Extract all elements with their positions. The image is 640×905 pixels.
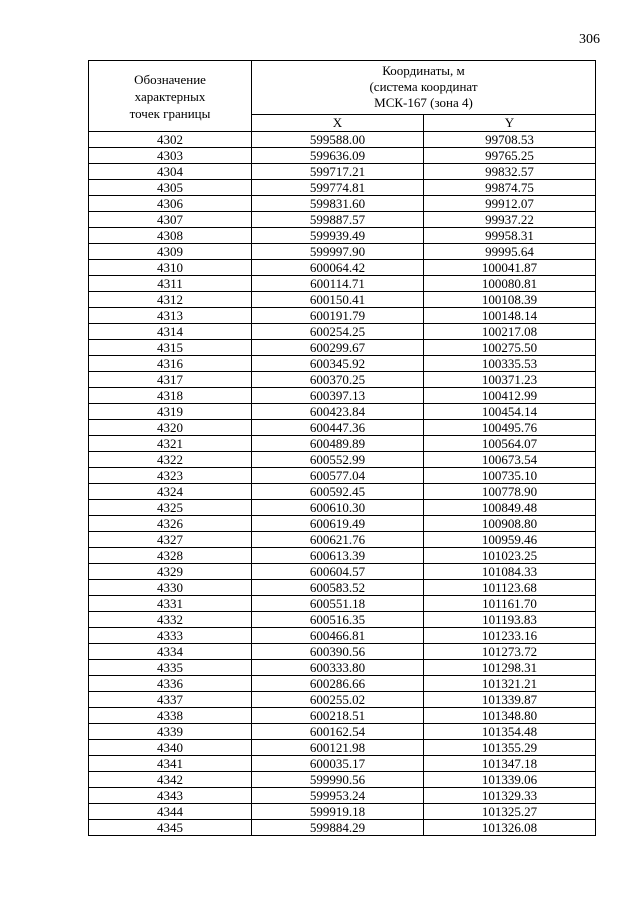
table-header-row xyxy=(89,61,596,115)
x-coordinate-cell: 600121.98 xyxy=(252,740,424,756)
table-row xyxy=(89,228,596,244)
y-coordinate-cell: 99874.75 xyxy=(424,180,596,196)
y-coordinate-cell: 99937.22 xyxy=(424,212,596,228)
point-id-cell: 4340 xyxy=(89,740,252,756)
header-x: X xyxy=(252,114,424,131)
y-coordinate-cell: 100412.99 xyxy=(424,388,596,404)
y-coordinate-cell: 99958.31 xyxy=(424,228,596,244)
x-coordinate-cell: 600604.57 xyxy=(252,564,424,580)
x-coordinate-cell: 600397.13 xyxy=(252,388,424,404)
y-coordinate-cell: 100217.08 xyxy=(424,324,596,340)
point-id-cell: 4342 xyxy=(89,772,252,788)
x-coordinate-cell: 600345.92 xyxy=(252,356,424,372)
x-coordinate-cell: 600583.52 xyxy=(252,580,424,596)
header-coordinates-line: (система координат xyxy=(369,79,478,95)
point-id-cell: 4308 xyxy=(89,228,252,244)
point-id-cell: 4314 xyxy=(89,324,252,340)
x-coordinate-cell: 600551.18 xyxy=(252,596,424,612)
table-row xyxy=(89,692,596,708)
header-coordinates-line: Координаты, м xyxy=(382,63,465,79)
y-coordinate-cell: 100959.46 xyxy=(424,532,596,548)
x-coordinate-cell: 600516.35 xyxy=(252,612,424,628)
header-y: Y xyxy=(424,114,596,131)
point-id-cell: 4307 xyxy=(89,212,252,228)
table-row xyxy=(89,564,596,580)
x-coordinate-cell: 600299.67 xyxy=(252,340,424,356)
table-row xyxy=(89,148,596,164)
point-id-cell: 4318 xyxy=(89,388,252,404)
x-coordinate-cell: 599939.49 xyxy=(252,228,424,244)
table-row xyxy=(89,596,596,612)
table-row xyxy=(89,756,596,772)
x-coordinate-cell: 600254.25 xyxy=(252,324,424,340)
table-row xyxy=(89,500,596,516)
table-row xyxy=(89,244,596,260)
x-coordinate-cell: 599636.09 xyxy=(252,148,424,164)
y-coordinate-cell: 101123.68 xyxy=(424,580,596,596)
table-row xyxy=(89,164,596,180)
y-coordinate-cell: 101084.33 xyxy=(424,564,596,580)
y-coordinate-cell: 100371.23 xyxy=(424,372,596,388)
y-coordinate-cell: 101329.33 xyxy=(424,788,596,804)
point-id-cell: 4311 xyxy=(89,276,252,292)
table-row xyxy=(89,628,596,644)
point-id-cell: 4309 xyxy=(89,244,252,260)
x-coordinate-cell: 599717.21 xyxy=(252,164,424,180)
y-coordinate-cell: 100495.76 xyxy=(424,420,596,436)
x-coordinate-cell: 600592.45 xyxy=(252,484,424,500)
x-coordinate-cell: 599887.57 xyxy=(252,212,424,228)
y-coordinate-cell: 100108.39 xyxy=(424,292,596,308)
point-id-cell: 4336 xyxy=(89,676,252,692)
point-id-cell: 4332 xyxy=(89,612,252,628)
y-coordinate-cell: 101325.27 xyxy=(424,804,596,820)
table-row xyxy=(89,724,596,740)
point-id-cell: 4333 xyxy=(89,628,252,644)
table-row xyxy=(89,388,596,404)
table-row xyxy=(89,612,596,628)
table-row xyxy=(89,420,596,436)
y-coordinate-cell: 100148.14 xyxy=(424,308,596,324)
table-row xyxy=(89,260,596,276)
table-row xyxy=(89,196,596,212)
y-coordinate-cell: 101355.29 xyxy=(424,740,596,756)
x-coordinate-cell: 600447.36 xyxy=(252,420,424,436)
table-row xyxy=(89,452,596,468)
x-coordinate-cell: 600162.54 xyxy=(252,724,424,740)
point-id-cell: 4323 xyxy=(89,468,252,484)
y-coordinate-cell: 101354.48 xyxy=(424,724,596,740)
table-row xyxy=(89,788,596,804)
table-row xyxy=(89,740,596,756)
point-id-cell: 4316 xyxy=(89,356,252,372)
x-coordinate-cell: 600621.76 xyxy=(252,532,424,548)
table-body xyxy=(89,132,596,836)
table-row xyxy=(89,484,596,500)
x-coordinate-cell: 600333.80 xyxy=(252,660,424,676)
table-row xyxy=(89,532,596,548)
table-row xyxy=(89,180,596,196)
x-coordinate-cell: 600286.66 xyxy=(252,676,424,692)
x-coordinate-cell: 600255.02 xyxy=(252,692,424,708)
point-id-cell: 4328 xyxy=(89,548,252,564)
point-id-cell: 4345 xyxy=(89,820,252,836)
table-row xyxy=(89,356,596,372)
x-coordinate-cell: 600218.51 xyxy=(252,708,424,724)
y-coordinate-cell: 101298.31 xyxy=(424,660,596,676)
y-coordinate-cell: 99912.07 xyxy=(424,196,596,212)
point-id-cell: 4313 xyxy=(89,308,252,324)
table-row xyxy=(89,308,596,324)
x-coordinate-cell: 599990.56 xyxy=(252,772,424,788)
table-row xyxy=(89,404,596,420)
y-coordinate-cell: 100849.48 xyxy=(424,500,596,516)
point-id-cell: 4329 xyxy=(89,564,252,580)
y-coordinate-cell: 100735.10 xyxy=(424,468,596,484)
point-id-cell: 4344 xyxy=(89,804,252,820)
table-row xyxy=(89,644,596,660)
table-row xyxy=(89,340,596,356)
point-id-cell: 4325 xyxy=(89,500,252,516)
y-coordinate-cell: 99765.25 xyxy=(424,148,596,164)
y-coordinate-cell: 101339.87 xyxy=(424,692,596,708)
y-coordinate-cell: 101326.08 xyxy=(424,820,596,836)
x-coordinate-cell: 600466.81 xyxy=(252,628,424,644)
table-row xyxy=(89,132,596,148)
point-id-cell: 4303 xyxy=(89,148,252,164)
y-coordinate-cell: 101339.06 xyxy=(424,772,596,788)
point-id-cell: 4319 xyxy=(89,404,252,420)
table-row xyxy=(89,276,596,292)
x-coordinate-cell: 600114.71 xyxy=(252,276,424,292)
point-id-cell: 4337 xyxy=(89,692,252,708)
y-coordinate-cell: 100564.07 xyxy=(424,436,596,452)
page-number: 306 xyxy=(579,32,600,47)
point-id-cell: 4343 xyxy=(89,788,252,804)
y-coordinate-cell: 100778.90 xyxy=(424,484,596,500)
table-row xyxy=(89,820,596,836)
point-id-cell: 4324 xyxy=(89,484,252,500)
point-id-cell: 4312 xyxy=(89,292,252,308)
x-coordinate-cell: 600489.89 xyxy=(252,436,424,452)
x-coordinate-cell: 600390.56 xyxy=(252,644,424,660)
x-coordinate-cell: 599588.00 xyxy=(252,132,424,148)
table-row xyxy=(89,772,596,788)
point-id-cell: 4330 xyxy=(89,580,252,596)
x-coordinate-cell: 600423.84 xyxy=(252,404,424,420)
y-coordinate-cell: 101321.21 xyxy=(424,676,596,692)
table-row xyxy=(89,372,596,388)
y-coordinate-cell: 101273.72 xyxy=(424,644,596,660)
y-coordinate-cell: 100454.14 xyxy=(424,404,596,420)
x-coordinate-cell: 599953.24 xyxy=(252,788,424,804)
y-coordinate-cell: 101161.70 xyxy=(424,596,596,612)
point-id-cell: 4327 xyxy=(89,532,252,548)
point-id-cell: 4331 xyxy=(89,596,252,612)
x-coordinate-cell: 600577.04 xyxy=(252,468,424,484)
point-id-cell: 4321 xyxy=(89,436,252,452)
point-id-cell: 4341 xyxy=(89,756,252,772)
table-row xyxy=(89,292,596,308)
table-row xyxy=(89,468,596,484)
y-coordinate-cell: 100041.87 xyxy=(424,260,596,276)
x-coordinate-cell: 600370.25 xyxy=(252,372,424,388)
x-coordinate-cell: 599997.90 xyxy=(252,244,424,260)
table-row xyxy=(89,548,596,564)
table-row xyxy=(89,676,596,692)
y-coordinate-cell: 100908.80 xyxy=(424,516,596,532)
x-coordinate-cell: 599884.29 xyxy=(252,820,424,836)
table-row xyxy=(89,804,596,820)
point-id-cell: 4317 xyxy=(89,372,252,388)
x-coordinate-cell: 600619.49 xyxy=(252,516,424,532)
point-id-cell: 4334 xyxy=(89,644,252,660)
x-coordinate-cell: 600191.79 xyxy=(252,308,424,324)
point-id-cell: 4338 xyxy=(89,708,252,724)
y-coordinate-cell: 99708.53 xyxy=(424,132,596,148)
x-coordinate-cell: 600552.99 xyxy=(252,452,424,468)
y-coordinate-cell: 99832.57 xyxy=(424,164,596,180)
x-coordinate-cell: 600150.41 xyxy=(252,292,424,308)
y-coordinate-cell: 101193.83 xyxy=(424,612,596,628)
header-coordinates xyxy=(252,61,596,115)
x-coordinate-cell: 600064.42 xyxy=(252,260,424,276)
point-id-cell: 4339 xyxy=(89,724,252,740)
table-row xyxy=(89,324,596,340)
table-row xyxy=(89,516,596,532)
point-id-cell: 4302 xyxy=(89,132,252,148)
point-id-cell: 4310 xyxy=(89,260,252,276)
table-row xyxy=(89,436,596,452)
point-id-cell: 4335 xyxy=(89,660,252,676)
point-id-cell: 4304 xyxy=(89,164,252,180)
x-coordinate-cell: 600035.17 xyxy=(252,756,424,772)
y-coordinate-cell: 100080.81 xyxy=(424,276,596,292)
header-designation xyxy=(89,61,252,132)
point-id-cell: 4305 xyxy=(89,180,252,196)
y-coordinate-cell: 101348.80 xyxy=(424,708,596,724)
x-coordinate-cell: 600610.30 xyxy=(252,500,424,516)
header-designation-line: Обозначение xyxy=(134,71,206,87)
x-coordinate-cell: 599831.60 xyxy=(252,196,424,212)
y-coordinate-cell: 101233.16 xyxy=(424,628,596,644)
table-row xyxy=(89,580,596,596)
table-row xyxy=(89,212,596,228)
point-id-cell: 4326 xyxy=(89,516,252,532)
header-coordinates-line: МСК-167 (зона 4) xyxy=(374,95,473,111)
y-coordinate-cell: 100673.54 xyxy=(424,452,596,468)
x-coordinate-cell: 599919.18 xyxy=(252,804,424,820)
y-coordinate-cell: 99995.64 xyxy=(424,244,596,260)
y-coordinate-cell: 100335.53 xyxy=(424,356,596,372)
table-row xyxy=(89,708,596,724)
table-row xyxy=(89,660,596,676)
point-id-cell: 4322 xyxy=(89,452,252,468)
y-coordinate-cell: 100275.50 xyxy=(424,340,596,356)
coordinates-table xyxy=(88,60,596,836)
y-coordinate-cell: 101023.25 xyxy=(424,548,596,564)
y-coordinate-cell: 101347.18 xyxy=(424,756,596,772)
x-coordinate-cell: 599774.81 xyxy=(252,180,424,196)
point-id-cell: 4320 xyxy=(89,420,252,436)
point-id-cell: 4315 xyxy=(89,340,252,356)
header-designation-line: характерных xyxy=(134,88,206,104)
point-id-cell: 4306 xyxy=(89,196,252,212)
x-coordinate-cell: 600613.39 xyxy=(252,548,424,564)
header-designation-line: точек границы xyxy=(129,105,211,121)
